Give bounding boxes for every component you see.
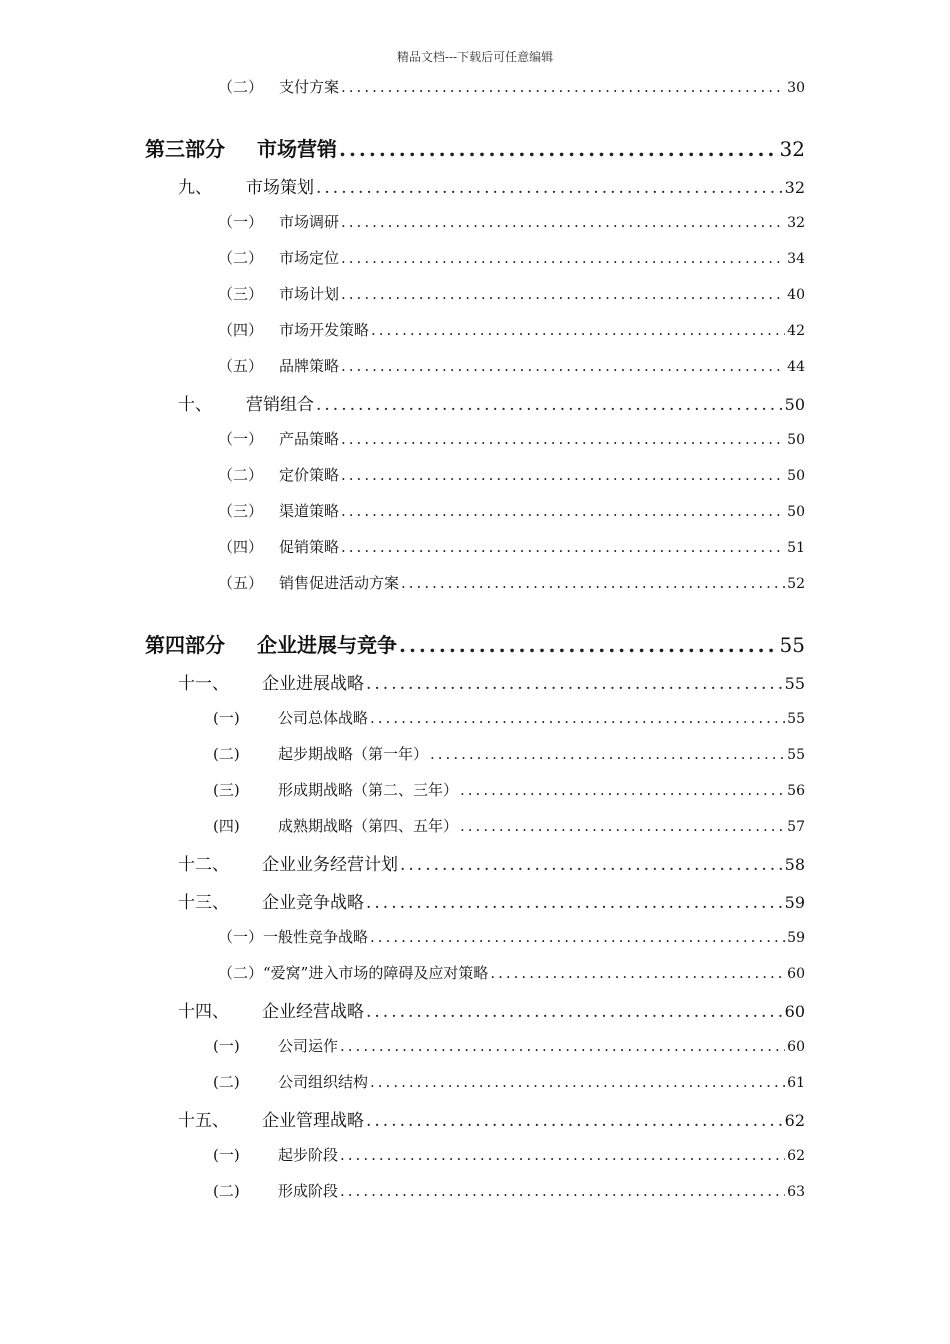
- dot-leader: [366, 674, 783, 694]
- toc-entry-number: （四）: [218, 538, 264, 556]
- dot-leader: [371, 321, 785, 339]
- toc-entry-title: 形成期战略（第二、三年）: [278, 781, 459, 799]
- dot-leader: [340, 1037, 785, 1055]
- toc-entry-page: 50: [787, 468, 805, 484]
- toc-entry-title: 品牌策略: [279, 357, 340, 375]
- toc-entry-page: 50: [787, 504, 805, 520]
- toc-entry[interactable]: [218, 76, 805, 97]
- toc-entry-title: 企业业务经营计划: [262, 855, 398, 875]
- toc-entry-number: （二）: [218, 466, 264, 484]
- toc-entry-page: 63: [787, 1184, 805, 1200]
- toc-entry-title: 企业管理战略: [262, 1111, 364, 1131]
- dot-leader: [370, 709, 785, 727]
- toc-entry-page: 40: [787, 287, 805, 303]
- dot-leader: [340, 1146, 785, 1164]
- toc-entry-page: 32: [779, 137, 805, 161]
- dot-leader: [401, 574, 785, 592]
- toc-entry-title: 企业进展与竞争: [257, 633, 397, 657]
- toc-entry-number: (四): [213, 817, 240, 835]
- toc-entry-page: 60: [787, 1039, 805, 1055]
- toc-entry-title: 市场定位: [279, 249, 340, 267]
- toc-entry-title: “爱窝”进入市场的障碍及应对策略: [263, 964, 489, 982]
- toc-entry[interactable]: [178, 1106, 805, 1131]
- dot-leader: [341, 357, 785, 375]
- toc-entry[interactable]: [178, 850, 805, 875]
- dot-leader: [341, 430, 785, 448]
- toc-entry-page: 50: [784, 395, 805, 414]
- toc-entry[interactable]: [213, 707, 805, 728]
- dot-leader: [490, 964, 785, 982]
- toc-entry-title: 产品策略: [279, 430, 340, 448]
- dot-leader: [341, 466, 785, 484]
- toc-entry[interactable]: [218, 572, 805, 593]
- toc-entry[interactable]: [218, 962, 805, 983]
- toc-entry-number: （二）: [218, 78, 264, 96]
- toc-entry-page: 56: [787, 783, 805, 799]
- dot-leader: [460, 817, 785, 835]
- toc-entry-title: 企业竞争战略: [262, 893, 364, 913]
- toc-entry[interactable]: [213, 1180, 805, 1201]
- toc-entry-number: （一）: [218, 213, 264, 231]
- toc-entry[interactable]: [145, 133, 805, 162]
- toc-entry-number: （五）: [218, 357, 264, 375]
- toc-entry-title: 渠道策略: [279, 502, 340, 520]
- toc-entry-number: 十、: [178, 395, 212, 415]
- toc-entry-number: （三）: [218, 502, 264, 520]
- toc-entry[interactable]: [218, 926, 805, 947]
- toc-entry-number: (三): [213, 781, 240, 799]
- toc-entry-title: 一般性竞争战略: [263, 928, 369, 946]
- dot-leader: [400, 855, 783, 875]
- toc-entry-page: 44: [787, 359, 805, 375]
- dot-leader: [399, 633, 778, 657]
- dot-leader: [460, 781, 785, 799]
- toc-entry-title: 促销策略: [279, 538, 340, 556]
- toc-entry[interactable]: [178, 173, 805, 198]
- toc-entry[interactable]: [178, 888, 805, 913]
- toc-entry-number: (二): [213, 1073, 240, 1091]
- toc-entry-page: 52: [787, 576, 805, 592]
- dot-leader: [316, 178, 783, 198]
- toc-entry[interactable]: [178, 669, 805, 694]
- toc-entry-title: 公司总体战略: [278, 709, 369, 727]
- dot-leader: [316, 395, 783, 415]
- dot-leader: [341, 285, 785, 303]
- toc-entry[interactable]: [213, 1071, 805, 1092]
- toc-entry-number: 九、: [178, 178, 212, 198]
- toc-entry[interactable]: [213, 1035, 805, 1056]
- toc-entry-title: 支付方案: [279, 78, 340, 96]
- toc-entry-title: 公司运作: [278, 1037, 339, 1055]
- toc-entry-title: 起步期战略（第一年）: [278, 745, 429, 763]
- dot-leader: [341, 78, 785, 96]
- toc-entry[interactable]: [218, 500, 805, 521]
- toc-entry-title: 公司组织结构: [278, 1073, 369, 1091]
- toc-entry-title: 市场策划: [246, 178, 314, 198]
- toc-entry-page: 32: [784, 178, 805, 197]
- toc-entry-page: 61: [787, 1075, 805, 1091]
- toc-entry-title: 市场营销: [257, 137, 337, 161]
- dot-leader: [430, 745, 785, 763]
- toc-entry[interactable]: [218, 464, 805, 485]
- toc-entry-page: 34: [787, 251, 805, 267]
- dot-leader: [366, 1111, 783, 1131]
- toc-entry-page: 62: [787, 1148, 805, 1164]
- toc-entry[interactable]: [218, 536, 805, 557]
- toc-entry-page: 42: [787, 323, 805, 339]
- dot-leader: [339, 137, 778, 161]
- dot-leader: [370, 928, 785, 946]
- toc-entry-title: 起步阶段: [278, 1146, 339, 1164]
- dot-leader: [370, 1073, 785, 1091]
- dot-leader: [340, 1182, 785, 1200]
- toc-entry-number: (一): [213, 1146, 240, 1164]
- toc-entry-title: 营销组合: [246, 395, 314, 415]
- toc-entry-number: 十五、: [178, 1111, 229, 1131]
- toc-entry-title: 企业进展战略: [262, 674, 364, 694]
- toc-entry-number: 十三、: [178, 893, 229, 913]
- toc-entry-page: 58: [784, 855, 805, 874]
- toc-entry-number: （四）: [218, 321, 264, 339]
- toc-entry-number: (二): [213, 1182, 240, 1200]
- toc-entry-number: 十二、: [178, 855, 229, 875]
- dot-leader: [341, 538, 785, 556]
- toc-entry[interactable]: [178, 390, 805, 415]
- toc-entry-number: （三）: [218, 285, 264, 303]
- toc-entry-number: （五）: [218, 574, 264, 592]
- toc-entry-number: (一): [213, 709, 240, 727]
- toc-entry[interactable]: [218, 355, 805, 376]
- toc-entry-page: 55: [784, 674, 805, 693]
- toc-entry[interactable]: [178, 997, 805, 1022]
- toc-entry-title: 市场计划: [279, 285, 340, 303]
- toc-entry-number: (一): [213, 1037, 240, 1055]
- toc-entry-number: (二): [213, 745, 240, 763]
- toc-entry-page: 59: [784, 893, 805, 912]
- toc-entry-page: 55: [779, 633, 805, 657]
- dot-leader: [366, 1002, 783, 1022]
- toc-entry-number: 第四部分: [145, 633, 225, 657]
- page-header: 精品文档---下载后可任意编辑: [396, 50, 554, 64]
- toc-entry-page: 60: [784, 1002, 805, 1021]
- toc-entry[interactable]: [145, 629, 805, 658]
- toc-entry-number: （一）: [218, 430, 264, 448]
- dot-leader: [341, 213, 785, 231]
- toc-entry[interactable]: [218, 247, 805, 268]
- dot-leader: [366, 893, 783, 913]
- toc-entry-page: 55: [787, 711, 805, 727]
- toc-entry[interactable]: [213, 743, 805, 764]
- toc-entry-title: 销售促进活动方案: [279, 574, 400, 592]
- toc-entry-page: 59: [787, 930, 805, 946]
- toc-entry-title: 定价策略: [279, 466, 340, 484]
- toc-entry-title: 形成阶段: [278, 1182, 339, 1200]
- toc-entry[interactable]: [218, 211, 805, 232]
- toc-entry-number: 第三部分: [145, 137, 225, 161]
- toc-entry[interactable]: [218, 428, 805, 449]
- toc-entry-page: 51: [787, 540, 805, 556]
- toc-entry-page: 50: [787, 432, 805, 448]
- toc-entry-page: 60: [787, 966, 805, 982]
- toc-entry-number: （一）: [218, 928, 264, 946]
- toc-entry-title: 市场调研: [279, 213, 340, 231]
- toc-entry[interactable]: [213, 1144, 805, 1165]
- toc-entry-number: 十四、: [178, 1002, 229, 1022]
- toc-entry-page: 55: [787, 747, 805, 763]
- toc-entry[interactable]: [218, 283, 805, 304]
- toc-entry-title: 企业经营战略: [262, 1002, 364, 1022]
- toc-entry-page: 62: [784, 1111, 805, 1130]
- toc-entry-number: （二）: [218, 964, 264, 982]
- toc-entry[interactable]: [213, 815, 805, 836]
- toc-entry-page: 30: [787, 80, 805, 96]
- toc-entry-page: 57: [787, 819, 805, 835]
- toc-entry[interactable]: [213, 779, 805, 800]
- toc-entry-number: 十一、: [178, 674, 229, 694]
- dot-leader: [341, 249, 785, 267]
- toc-entry[interactable]: [218, 319, 805, 340]
- toc-entry-page: 32: [787, 215, 805, 231]
- dot-leader: [341, 502, 785, 520]
- toc-entry-number: （二）: [218, 249, 264, 267]
- toc-entry-title: 市场开发策略: [279, 321, 370, 339]
- toc-entry-title: 成熟期战略（第四、五年）: [278, 817, 459, 835]
